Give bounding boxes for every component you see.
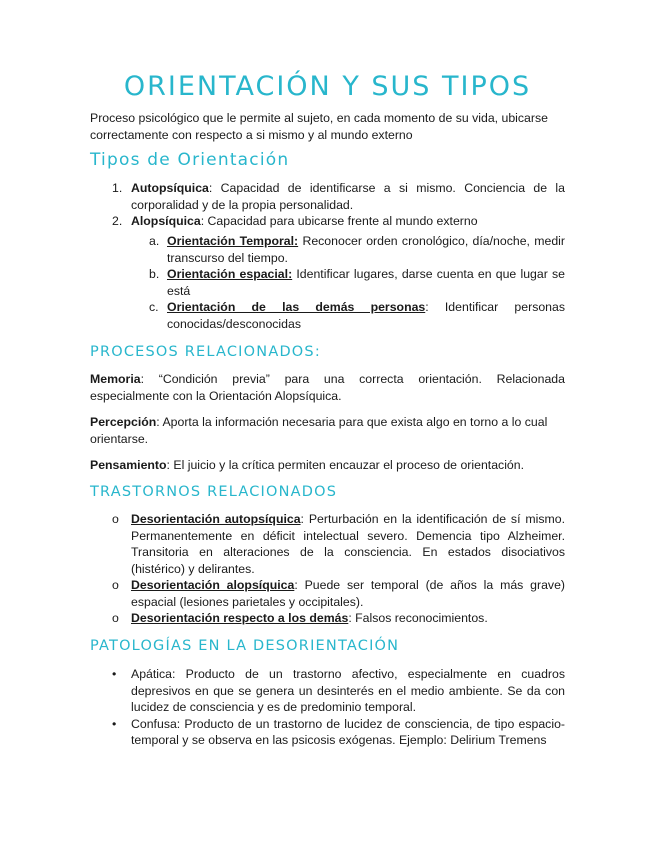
list-term: Desorientación respecto a los demás — [131, 611, 349, 625]
intro-paragraph: Proceso psicológico que le permite al sujeto, en cada momento de su vida, ubicarse correctamente con respecto a si mismo y al mundo externo — [90, 111, 548, 142]
list-item — [112, 610, 565, 627]
list-term: Desorientación autopsíquica — [131, 512, 301, 526]
list-item — [149, 233, 565, 266]
list-marker: a. — [149, 234, 160, 248]
paragraph-text: : Aporta la información necesaria para que exista algo en torno a lo cual orientarse. — [90, 415, 548, 446]
list-item — [112, 716, 565, 749]
section-heading-tipos: Tipos de Orientación — [90, 150, 290, 170]
list-text: Apática: Producto de un trastorno afectivo, especialmente en cuadros depresivos en que se genera un desinterés en el medio ambiente. Se da con lucidez de consciencia y es de predominio temporal. — [131, 667, 565, 714]
list-term: Orientación Temporal: — [167, 234, 299, 248]
list-text: Identificar lugares, darse cuenta en que lugar se está — [167, 267, 565, 298]
list-marker: 1. — [112, 181, 123, 195]
list-marker: o — [112, 578, 119, 592]
paragraph-text: : “Condición previa” para una correcta orientación. Relacionada especialmente con la Orientación Alopsíquica. — [90, 372, 565, 403]
list-item — [112, 213, 565, 230]
list-text: : Falsos reconocimientos. — [348, 611, 488, 625]
list-item — [149, 299, 565, 332]
trastornos-list — [112, 511, 565, 627]
page-title: ORIENTACIÓN Y SUS TIPOS — [123, 71, 532, 102]
list-term: Desorientación alopsíquica — [131, 578, 295, 592]
list-marker: c. — [149, 300, 159, 314]
list-term: Orientación de las demás personas — [167, 300, 426, 314]
paragraph-term: Memoria — [90, 372, 141, 386]
procesos-paragraph-percepcion — [90, 414, 565, 447]
list-marker: b. — [149, 267, 160, 281]
list-text: : Identificar personas conocidas/desconocidas — [167, 300, 566, 331]
tipos-list — [112, 180, 565, 230]
list-item — [149, 266, 565, 299]
list-text: : Perturbación en la identificación de sí mismo. Permanentemente en déficit intelectual severo. Demencia tipo Alzheimer. Transitoria en alteraciones de la consciencia. En estados disociativos (histérico) y delirantes. — [131, 512, 565, 576]
bullet-icon: • — [112, 716, 117, 731]
procesos-paragraph-memoria — [90, 371, 565, 404]
list-item — [112, 180, 565, 213]
alopsiquica-sublist — [149, 233, 565, 332]
list-term: Orientación espacial: — [167, 267, 293, 281]
list-marker: 2. — [112, 214, 123, 228]
list-text: Confusa: Producto de un trastorno de lucidez de consciencia, de tipo espacio-temporal y se observa en las psicosis exógenas. Ejemplo: Delirium Tremens — [131, 716, 565, 747]
list-text: : Capacidad para ubicarse frente al mundo externo — [200, 214, 478, 228]
list-text: : Capacidad de identificarse a si mismo. Conciencia de la corporalidad y de la propia personalidad. — [131, 181, 565, 212]
list-text: : Puede ser temporal (de años la más grave) espacial (lesiones parietales y occipitales). — [131, 578, 566, 609]
list-term: Autopsíquica — [131, 181, 209, 195]
list-marker: o — [112, 611, 119, 625]
list-marker: o — [112, 512, 119, 526]
list-item — [112, 577, 565, 610]
list-text: Reconocer orden cronológico, día/noche, medir transcurso del tiempo. — [167, 234, 565, 265]
list-item — [112, 511, 565, 577]
bullet-icon: • — [112, 667, 117, 681]
procesos-paragraph-pensamiento — [90, 457, 565, 474]
list-item — [112, 666, 565, 716]
section-heading-trastornos: TRASTORNOS RELACIONADOS — [90, 484, 338, 500]
paragraph-text: : El juicio y la crítica permiten encauzar el proceso de orientación. — [166, 458, 525, 472]
paragraph-term: Percepción — [90, 415, 157, 429]
section-heading-procesos: PROCESOS RELACIONADOS: — [90, 344, 321, 360]
section-heading-patologias: PATOLOGÍAS EN LA DESORIENTACIÓN — [90, 638, 400, 654]
list-term: Alopsíquica — [131, 214, 201, 228]
patologias-list — [112, 666, 565, 749]
paragraph-term: Pensamiento — [90, 458, 167, 472]
